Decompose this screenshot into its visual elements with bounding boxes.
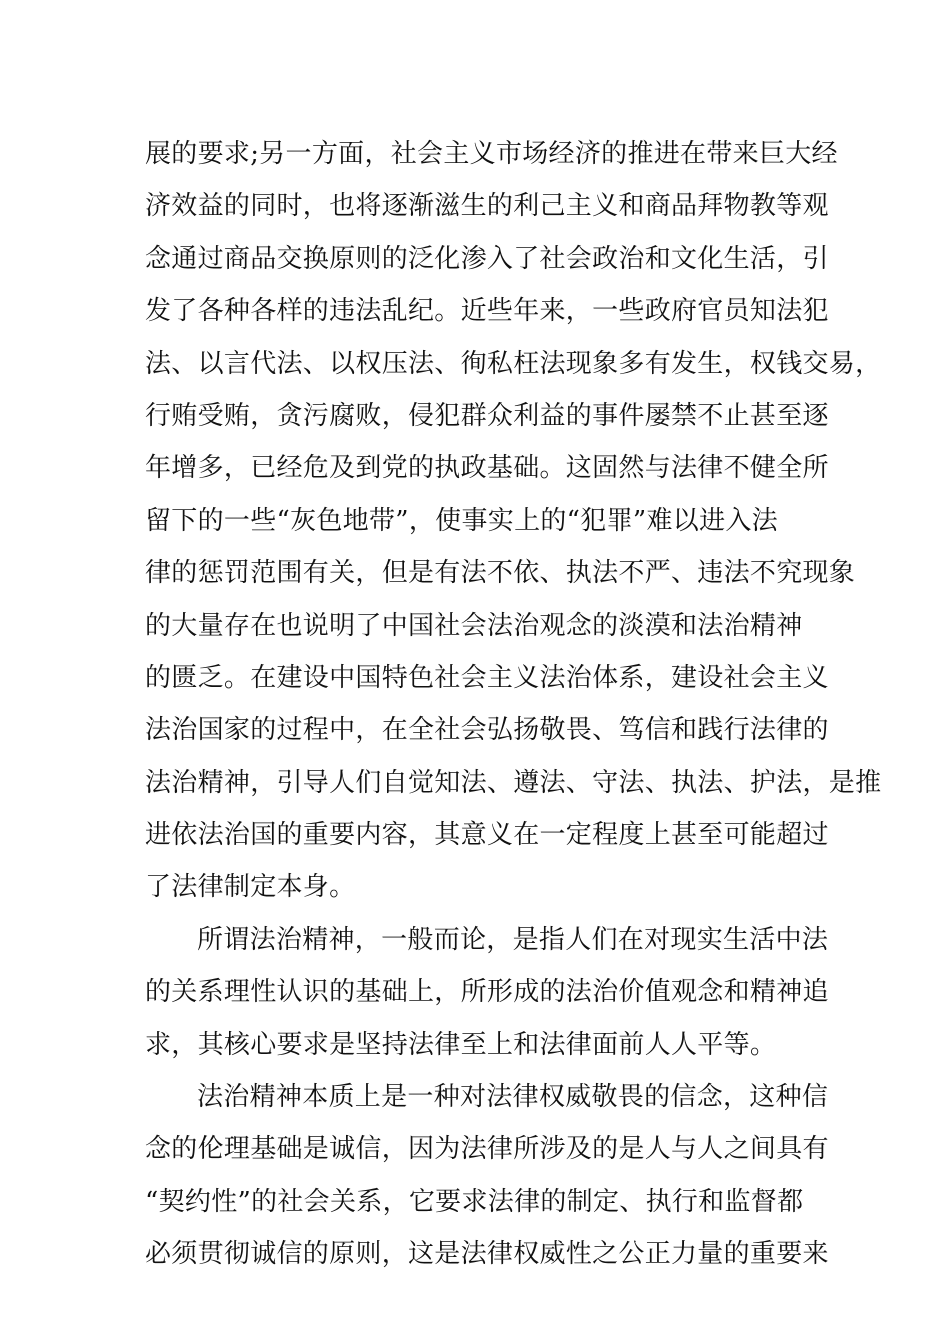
text-line: 留下的一些“灰色地带”，使事实上的“犯罪”难以进入法 [145,505,778,536]
text-line: “契约性”的社会关系，它要求法律的制定、执行和监督都 [145,1186,804,1217]
text-line: 发了各种各样的违法乱纪。近些年来，一些政府官员知法犯 [145,296,829,327]
paragraph-start-line: 法治精神本质上是一种对法律权威敬畏的信念，这种信 [197,1082,829,1113]
text-line: 的大量存在也说明了中国社会法治观念的淡漠和法治精神 [145,610,803,641]
text-line: 法、以言代法、以权压法、徇私枉法现象多有发生，权钱交易， [145,348,882,379]
text-line: 的匮乏。在建设中国特色社会主义法治体系，建设社会主义 [145,662,829,693]
text-line: 念通过商品交换原则的泛化渗入了社会政治和文化生活，引 [145,243,829,274]
paragraph-start-line: 所谓法治精神，一般而论，是指人们在对现实生活中法 [197,924,829,955]
text-line: 了法律制定本身。 [145,872,356,903]
text-line: 济效益的同时，也将逐渐滋生的利己主义和商品拜物教等观 [145,191,829,222]
text-line: 必须贯彻诚信的原则，这是法律权威性之公正力量的重要来 [145,1239,829,1270]
text-line: 进依法治国的重要内容，其意义在一定程度上甚至可能超过 [145,820,829,851]
text-line: 法治精神，引导人们自觉知法、遵法、守法、执法、护法，是推 [145,767,882,798]
text-line: 律的惩罚范围有关，但是有法不依、执法不严、违法不究现象 [145,558,856,589]
text-line: 年增多，已经危及到党的执政基础。这固然与法律不健全所 [145,453,829,484]
text-line: 法治国家的过程中，在全社会弘扬敬畏、笃信和践行法律的 [145,715,829,746]
text-line: 求，其核心要求是坚持法律至上和法律面前人人平等。 [145,1029,777,1060]
text-line: 展的要求;另一方面，社会主义市场经济的推进在带来巨大经 [145,139,838,169]
text-line: 念的伦理基础是诚信，因为法律所涉及的是人与人之间具有 [145,1134,829,1165]
text-line: 的关系理性认识的基础上，所形成的法治价值观念和精神追 [145,977,829,1008]
text-line: 行贿受贿，贪污腐败，侵犯群众利益的事件屡禁不止甚至逐 [145,400,829,431]
body-text [145,128,882,1281]
